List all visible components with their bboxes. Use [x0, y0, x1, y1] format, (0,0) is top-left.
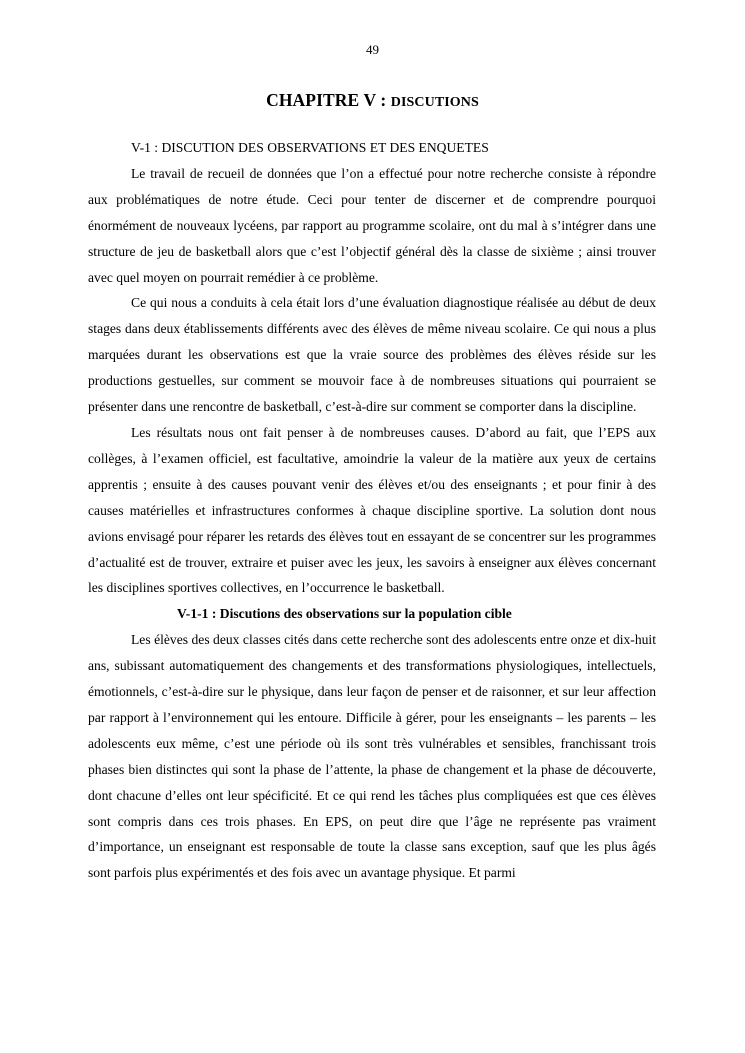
paragraph: Les résultats nous ont fait penser à de nombreuses causes. D’abord au fait, que l’EPS aux collèges, à l’examen officiel, est facultative, amoindrie la valeur de la matière aux yeux de certains apprentis ; ensuite à des causes pouvant venir des élèves et/ou des enseignants ; et pour finir à des causes matérielles et infrastructures conformes à chaque discipline sportive. La solution dont nous avions envisagé pour réparer les retards des élèves tout en essayant de se concentrer sur les programmes d’actualité est de trouver, extraire et puiser avec les jeux, les savoirs à enseigner aux élèves concernant les disciplines sportives collectives, en l’occurrence le basketball.: [88, 424, 656, 596]
chapter-name: DISCUTIONS: [390, 95, 479, 110]
chapter-title: [0, 90, 745, 111]
paragraph: Le travail de recueil de données que l’on a effectué pour notre recherche consiste à répondre aux problématiques de notre étude. Ceci pour tenter de discerner et de comprendre pourquoi énormément de nouveaux lycéens, par rapport au programme scolaire, ont du mal à s’intégrer dans une structure de jeu de basketball alors que c’est l’objectif général dès la classe de sixième ; ainsi trouver avec quel moyen on pourrait remédier à ce problème.: [88, 165, 656, 285]
paragraph: Les élèves des deux classes cités dans cette recherche sont des adolescents entre onze et dix-huit ans, subissant automatiquement des changements et des transformations physiologiques, intellectuels, émotionnels, c’est-à-dire sur le physique, dans leur façon de penser et de raisonner, et sur leur affection par rapport à l’environnement qui les entoure. Difficile à gérer, pour les enseignants – les parents – les adolescents eux même, c’est une période où ils sont très vulnérables et sensibles, franchissant trois phases bien distinctes qui sont la phase de l’attente, la phase de changement et la phase de découverte, dont chacune d’elles ont leur spécificité. Et ce qui rend les tâches plus compliquées est que ces élèves sont compris dans ces trois phases. En EPS, on peut dire que l’âge ne représente pas vraiment d’importance, un enseignant est responsable de toute la classe sans exception, sauf que les plus âgés sont parfois plus expérimentés et des fois avec un avantage physique. Et parmi: [88, 632, 656, 881]
page-number: 49: [366, 42, 379, 57]
chapter-prefix: CHAPITRE V :: [266, 90, 391, 110]
paragraph: Ce qui nous a conduits à cela était lors d’une évaluation diagnostique réalisée au début de deux stages dans deux établissements différents avec des élèves de même niveau scolaire. Ce qui nous a plus marquées durant les observations est que la vraie source des problèmes des élèves réside sur les productions gestuelles, sur comment se mouvoir face à de nombreuses situations qui pourraient se présenter dans une rencontre de basketball, c’est-à-dire sur comment se comporter dans la discipline.: [88, 295, 656, 415]
document-body: [88, 135, 656, 886]
subsection-heading: V-1-1 : Discutions des observations sur la population cible: [177, 606, 512, 622]
section-heading: V-1 : DISCUTION DES OBSERVATIONS ET DES ENQUETES: [131, 140, 489, 155]
